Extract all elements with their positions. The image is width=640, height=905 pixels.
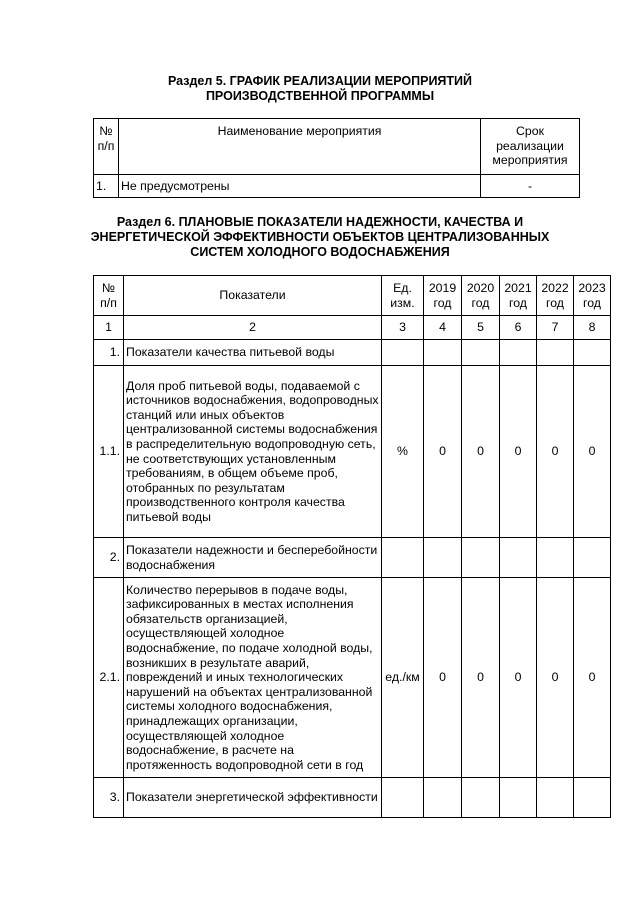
section6-title-line3: СИСТЕМ ХОЛОДНОГО ВОДОСНАБЖЕНИЯ <box>190 245 450 259</box>
header-unit: Ед. изм. <box>382 276 424 316</box>
row-value-2023 <box>574 538 611 578</box>
row-value-2023: 0 <box>574 366 611 538</box>
section6-title-line2: ЭНЕРГЕТИЧЕСКОЙ ЭФФЕКТИВНОСТИ ОБЪЕКТОВ ЦЕНТРАЛИЗОВАННЫХ <box>90 230 550 244</box>
row-num: 1. <box>94 175 119 198</box>
header-term: Срок реализации мероприятия <box>481 119 580 175</box>
col-number: 6 <box>500 316 537 340</box>
row-unit: % <box>382 366 424 538</box>
row-value-2023: 0 <box>574 578 611 778</box>
row-value-2021: 0 <box>500 578 537 778</box>
row-value-2022: 0 <box>537 578 574 778</box>
row-value-2020: 0 <box>462 366 500 538</box>
col-number: 3 <box>382 316 424 340</box>
section5-title-line1: Раздел 5. ГРАФИК РЕАЛИЗАЦИИ МЕРОПРИЯТИЙ <box>167 74 473 88</box>
section6-title-line1: Раздел 6. ПЛАНОВЫЕ ПОКАЗАТЕЛИ НАДЕЖНОСТИ, КАЧЕСТВА И <box>116 215 524 229</box>
col-number: 1 <box>94 316 124 340</box>
row-value-2022 <box>537 778 574 818</box>
row-value-2022 <box>537 340 574 366</box>
header-indicator: Показатели <box>124 276 382 316</box>
row-name: Не предусмотрены <box>119 175 481 198</box>
col-number: 8 <box>574 316 611 340</box>
row-indicator: Доля проб питьевой воды, подаваемой с источников водоснабжения, водопроводных станций или иных объектов централизованной системы водоснабжения в распределительную водопроводную сеть, не соответствующих установленным требованиям, в общем объеме проб, отобранных по результатам производственного контроля качества питьевой воды <box>124 366 382 538</box>
table-header-row <box>94 276 611 316</box>
row-num: 1.1. <box>94 366 124 538</box>
row-value-2019: 0 <box>424 578 462 778</box>
row-value-2019 <box>424 538 462 578</box>
row-value-2023 <box>574 778 611 818</box>
row-value-2021: 0 <box>500 366 537 538</box>
header-2020: 2020 год <box>462 276 500 316</box>
row-value-2021 <box>500 778 537 818</box>
row-value-2020 <box>462 538 500 578</box>
row-value-2019: 0 <box>424 366 462 538</box>
row-num: 1. <box>94 340 124 366</box>
row-indicator: Количество перерывов в подаче воды, зафиксированных в местах исполнения обязательств организацией, осуществляющей холодное водоснабжение, по подаче холодной воды, возникших в результате аварий, повреждений и иных технологических нарушений на объектах централизованной системы холодного водоснабжения, принадлежащих организации, осуществляющей холодное водоснабжение, в расчете на протяженность водопроводной сети в год <box>124 578 382 778</box>
section6-title <box>0 215 640 260</box>
col-number: 5 <box>462 316 500 340</box>
row-unit <box>382 340 424 366</box>
header-num: № п/п <box>94 276 124 316</box>
row-indicator: Показатели качества питьевой воды <box>124 340 382 366</box>
row-num: 3. <box>94 778 124 818</box>
col-number: 7 <box>537 316 574 340</box>
row-indicator: Показатели надежности и бесперебойности водоснабжения <box>124 538 382 578</box>
row-value-2022: 0 <box>537 366 574 538</box>
header-2021: 2021 год <box>500 276 537 316</box>
row-unit <box>382 778 424 818</box>
row-value-2022 <box>537 538 574 578</box>
row-unit: ед./км <box>382 578 424 778</box>
table-row <box>94 778 611 818</box>
section6-table <box>93 275 611 818</box>
column-number-row <box>94 316 611 340</box>
row-value-2023 <box>574 340 611 366</box>
col-number: 4 <box>424 316 462 340</box>
header-name: Наименование мероприятия <box>119 119 481 175</box>
section5-title <box>0 74 640 104</box>
row-num: 2. <box>94 538 124 578</box>
row-value-2020 <box>462 340 500 366</box>
row-value-2020: 0 <box>462 578 500 778</box>
row-term: - <box>481 175 580 198</box>
row-value-2020 <box>462 778 500 818</box>
table-row <box>94 538 611 578</box>
row-value-2021 <box>500 340 537 366</box>
table-header-row <box>94 119 580 175</box>
section5-table <box>93 118 580 198</box>
row-num: 2.1. <box>94 578 124 778</box>
header-2023: 2023 год <box>574 276 611 316</box>
table-row <box>94 340 611 366</box>
row-value-2021 <box>500 538 537 578</box>
table-row <box>94 578 611 778</box>
row-value-2019 <box>424 778 462 818</box>
header-2022: 2022 год <box>537 276 574 316</box>
section5-title-line2: ПРОИЗВОДСТВЕННОЙ ПРОГРАММЫ <box>205 89 435 103</box>
col-number: 2 <box>124 316 382 340</box>
row-value-2019 <box>424 340 462 366</box>
table-row <box>94 175 580 198</box>
header-2019: 2019 год <box>424 276 462 316</box>
header-num: № п/п <box>94 119 119 175</box>
row-unit <box>382 538 424 578</box>
row-indicator: Показатели энергетической эффективности <box>124 778 382 818</box>
table-row <box>94 366 611 538</box>
